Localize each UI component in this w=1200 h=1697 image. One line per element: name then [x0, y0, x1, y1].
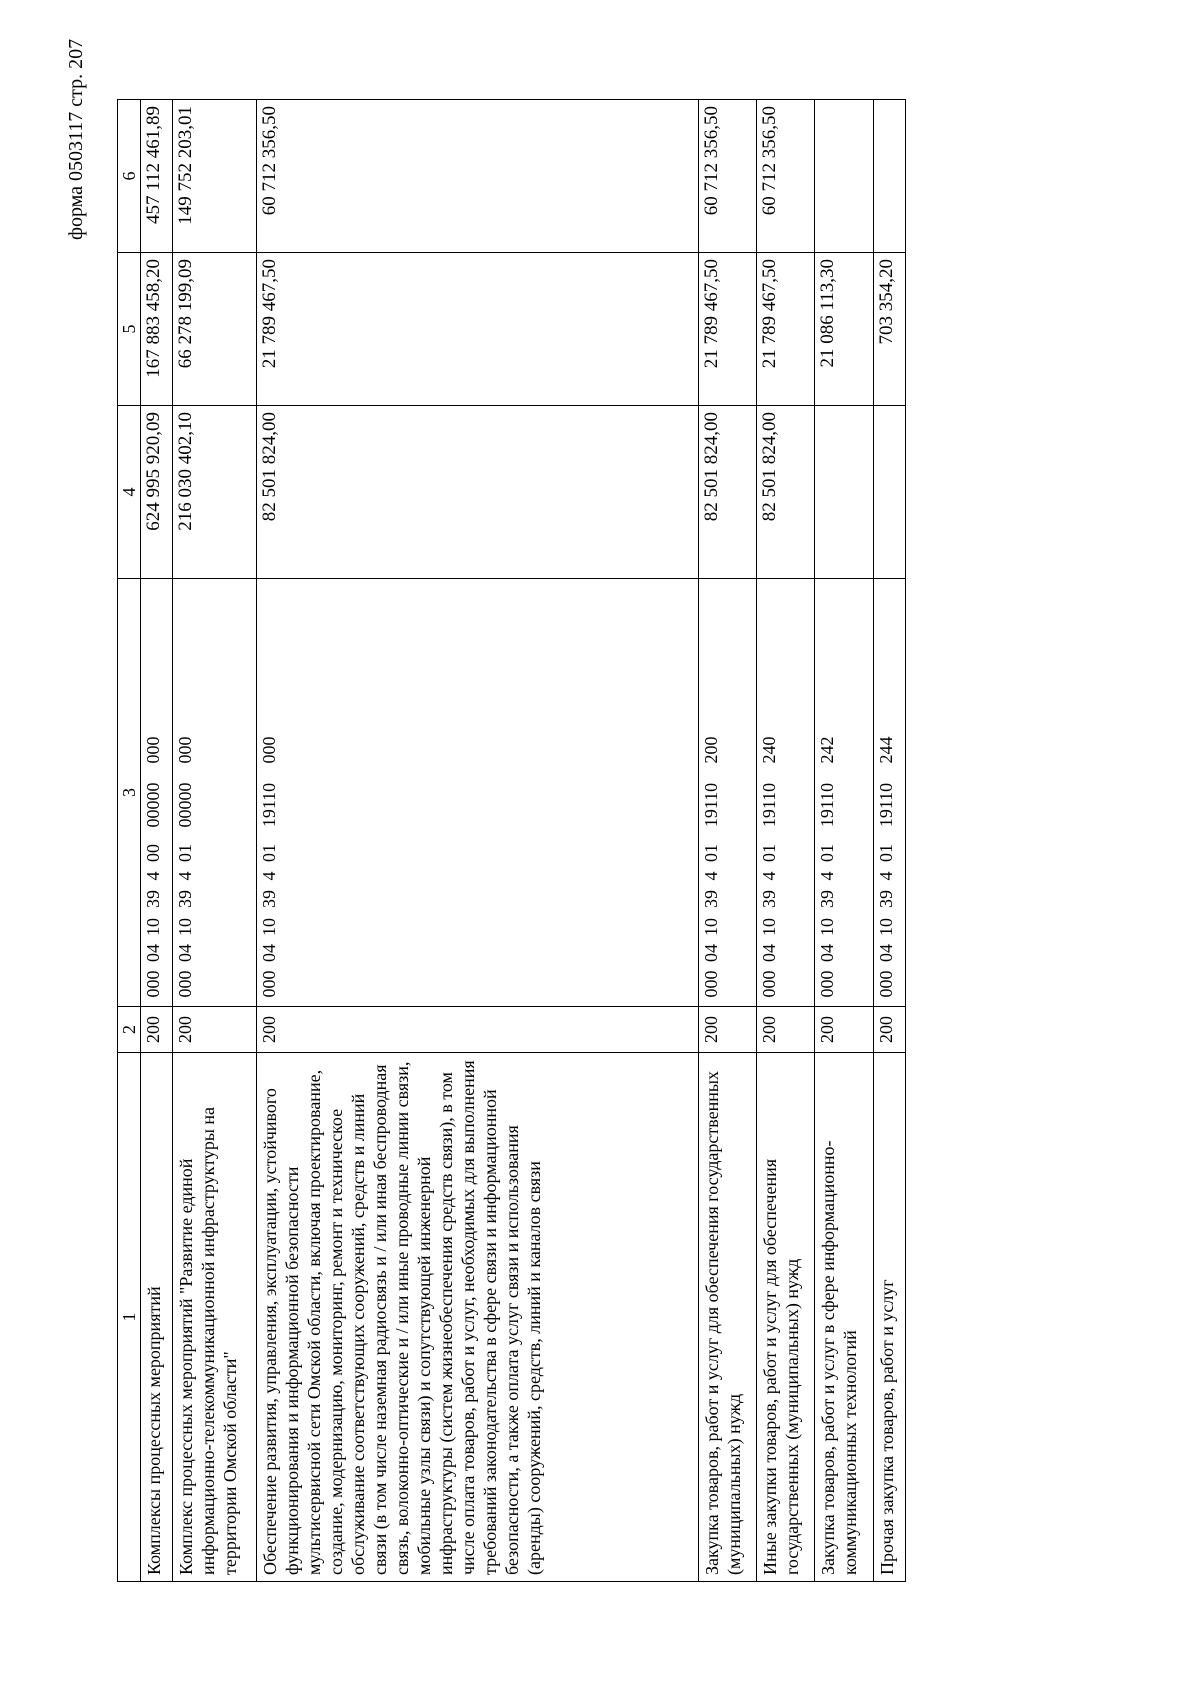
- kbk-segment: 04: [817, 944, 838, 962]
- row-budget-code: [815, 579, 873, 1007]
- kbk-segment: 4: [759, 871, 780, 881]
- kbk-segment: 19110: [259, 782, 280, 828]
- kbk-segment: 39: [143, 890, 163, 908]
- kbk-segment: 000: [259, 970, 280, 998]
- row-budget-code: [173, 579, 257, 1007]
- row-approved-amount: 82 501 824,00: [257, 406, 699, 579]
- kbk-segment: 39: [701, 890, 722, 908]
- row-executed-amount: 21 789 467,50: [699, 253, 757, 406]
- kbk-segment: 19110: [759, 782, 780, 828]
- row-unexecuted-amount: [815, 100, 873, 253]
- report-table-container: [117, 100, 906, 1582]
- row-executed-amount: 21 789 467,50: [757, 253, 815, 406]
- row-executed-amount: 21 086 113,30: [815, 253, 873, 406]
- kbk-segment: 200: [701, 736, 722, 764]
- kbk-segment: 240: [759, 736, 780, 764]
- kbk-segment: 39: [817, 890, 838, 908]
- row-line-code: 200: [699, 1007, 757, 1053]
- kbk-segment: 04: [701, 944, 722, 962]
- column-header-6: 6: [118, 100, 141, 253]
- row-unexecuted-amount: 60 712 356,50: [699, 100, 757, 253]
- kbk-segment: 00000: [143, 782, 163, 828]
- kbk-segment: 10: [143, 918, 163, 936]
- kbk-segment: 000: [143, 970, 163, 998]
- column-header-4: 4: [118, 406, 141, 579]
- row-line-code: 200: [757, 1007, 815, 1053]
- row-name: Закупка товаров, работ и услуг в сфере информационно-коммуникационных технологий: [815, 1053, 873, 1582]
- row-budget-code: [757, 579, 815, 1007]
- kbk-segment: 00: [143, 844, 163, 862]
- kbk-segment: 000: [143, 736, 163, 764]
- kbk-segment: 39: [759, 890, 780, 908]
- table-row: [757, 100, 815, 1582]
- kbk-segment: 000: [817, 970, 838, 998]
- kbk-segment: 000: [701, 970, 722, 998]
- row-unexecuted-amount: 149 752 203,01: [173, 100, 257, 253]
- column-number-row: [118, 100, 141, 1582]
- kbk-segment: 00000: [175, 782, 196, 828]
- row-executed-amount: 66 278 199,09: [173, 253, 257, 406]
- row-name: Иные закупки товаров, работ и услуг для обеспечения государственных (муниципальных) нужд: [757, 1053, 815, 1582]
- row-name: Прочая закупка товаров, работ и услуг: [873, 1053, 905, 1582]
- kbk-segment: 39: [175, 890, 196, 908]
- kbk-segment: 000: [175, 736, 196, 764]
- row-line-code: 200: [141, 1007, 173, 1053]
- budget-execution-table: [117, 99, 906, 1582]
- kbk-segment: 10: [817, 918, 838, 936]
- kbk-segment: 39: [259, 890, 280, 908]
- row-name: Комплекс процессных мероприятий "Развитие единой информационно-телекоммуникационной инфраструктуры на территории Омской области": [173, 1053, 257, 1582]
- kbk-segment: 39: [875, 890, 896, 908]
- kbk-segment: 04: [259, 944, 280, 962]
- row-approved-amount: 82 501 824,00: [757, 406, 815, 579]
- kbk-segment: 244: [875, 736, 896, 764]
- row-budget-code: [141, 579, 173, 1007]
- table-row: [699, 100, 757, 1582]
- kbk-segment: 4: [875, 871, 896, 881]
- kbk-segment: 19110: [701, 782, 722, 828]
- table-row: [141, 100, 173, 1582]
- kbk-segment: 04: [143, 944, 163, 962]
- kbk-segment: 19110: [817, 782, 838, 828]
- table-row: [815, 100, 873, 1582]
- row-executed-amount: 167 883 458,20: [141, 253, 173, 406]
- row-approved-amount: 82 501 824,00: [699, 406, 757, 579]
- row-approved-amount: [815, 406, 873, 579]
- kbk-segment: 4: [701, 871, 722, 881]
- row-line-code: 200: [873, 1007, 905, 1053]
- kbk-segment: 000: [759, 970, 780, 998]
- kbk-segment: 19110: [875, 782, 896, 828]
- row-name: Комплексы процессных мероприятий: [141, 1053, 173, 1582]
- kbk-segment: 4: [143, 871, 163, 881]
- kbk-segment: 10: [875, 918, 896, 936]
- kbk-segment: 4: [175, 871, 196, 881]
- kbk-segment: 10: [759, 918, 780, 936]
- kbk-segment: 242: [817, 736, 838, 764]
- kbk-segment: 000: [259, 736, 280, 764]
- row-line-code: 200: [173, 1007, 257, 1053]
- row-executed-amount: 21 789 467,50: [257, 253, 699, 406]
- kbk-segment: 01: [875, 844, 896, 862]
- row-budget-code: [699, 579, 757, 1007]
- form-page-reference: форма 0503117 стр. 207: [65, 38, 87, 240]
- row-line-code: 200: [815, 1007, 873, 1053]
- row-unexecuted-amount: 457 112 461,89: [141, 100, 173, 253]
- kbk-segment: 01: [259, 844, 280, 862]
- column-header-2: 2: [118, 1007, 141, 1053]
- kbk-segment: 01: [759, 844, 780, 862]
- kbk-segment: 10: [701, 918, 722, 936]
- kbk-segment: 4: [817, 871, 838, 881]
- kbk-segment: 4: [259, 871, 280, 881]
- kbk-segment: 04: [759, 944, 780, 962]
- row-unexecuted-amount: 60 712 356,50: [757, 100, 815, 253]
- kbk-segment: 10: [175, 918, 196, 936]
- kbk-segment: 10: [259, 918, 280, 936]
- table-row: [257, 100, 699, 1582]
- row-approved-amount: [873, 406, 905, 579]
- kbk-segment: 01: [817, 844, 838, 862]
- table-row: [873, 100, 905, 1582]
- row-unexecuted-amount: [873, 100, 905, 253]
- kbk-segment: 04: [175, 944, 196, 962]
- row-unexecuted-amount: 60 712 356,50: [257, 100, 699, 253]
- kbk-segment: 01: [175, 844, 196, 862]
- row-executed-amount: 703 354,20: [873, 253, 905, 406]
- column-header-3: 3: [118, 579, 141, 1007]
- row-line-code: 200: [257, 1007, 699, 1053]
- kbk-segment: 000: [875, 970, 896, 998]
- row-budget-code: [873, 579, 905, 1007]
- row-approved-amount: 624 995 920,09: [141, 406, 173, 579]
- kbk-segment: 04: [875, 944, 896, 962]
- row-name: Закупка товаров, работ и услуг для обеспечения государственных (муниципальных) нужд: [699, 1053, 757, 1582]
- table-row: [173, 100, 257, 1582]
- column-header-1: 1: [118, 1053, 141, 1582]
- row-name: Обеспечение развития, управления, эксплуатации, устойчивого функционирования и информационной безопасности мультисервисной сети Омской области, включая проектирование, создание, модернизацию, мониторинг, ремонт и техническое обслуживание соответствующих сооружений, средств и линий связи (в том числе наземная радиосвязь и / или иная беспроводная связь, волоконно-оптические и / или иные проводные линии связи, мобильные узлы связи) и сопутствующей инженерной инфраструктуры (систем жизнеобеспечения средств связи), в том числе оплата товаров, работ и услуг, необходимых для выполнения требований законодательства в сфере связи и информационной безопасности, а также оплата услуг связи и использования (аренды) сооружений, средств, линий и каналов связи: [257, 1053, 699, 1582]
- kbk-segment: 000: [175, 970, 196, 998]
- row-budget-code: [257, 579, 699, 1007]
- column-header-5: 5: [118, 253, 141, 406]
- kbk-segment: 01: [701, 844, 722, 862]
- row-approved-amount: 216 030 402,10: [173, 406, 257, 579]
